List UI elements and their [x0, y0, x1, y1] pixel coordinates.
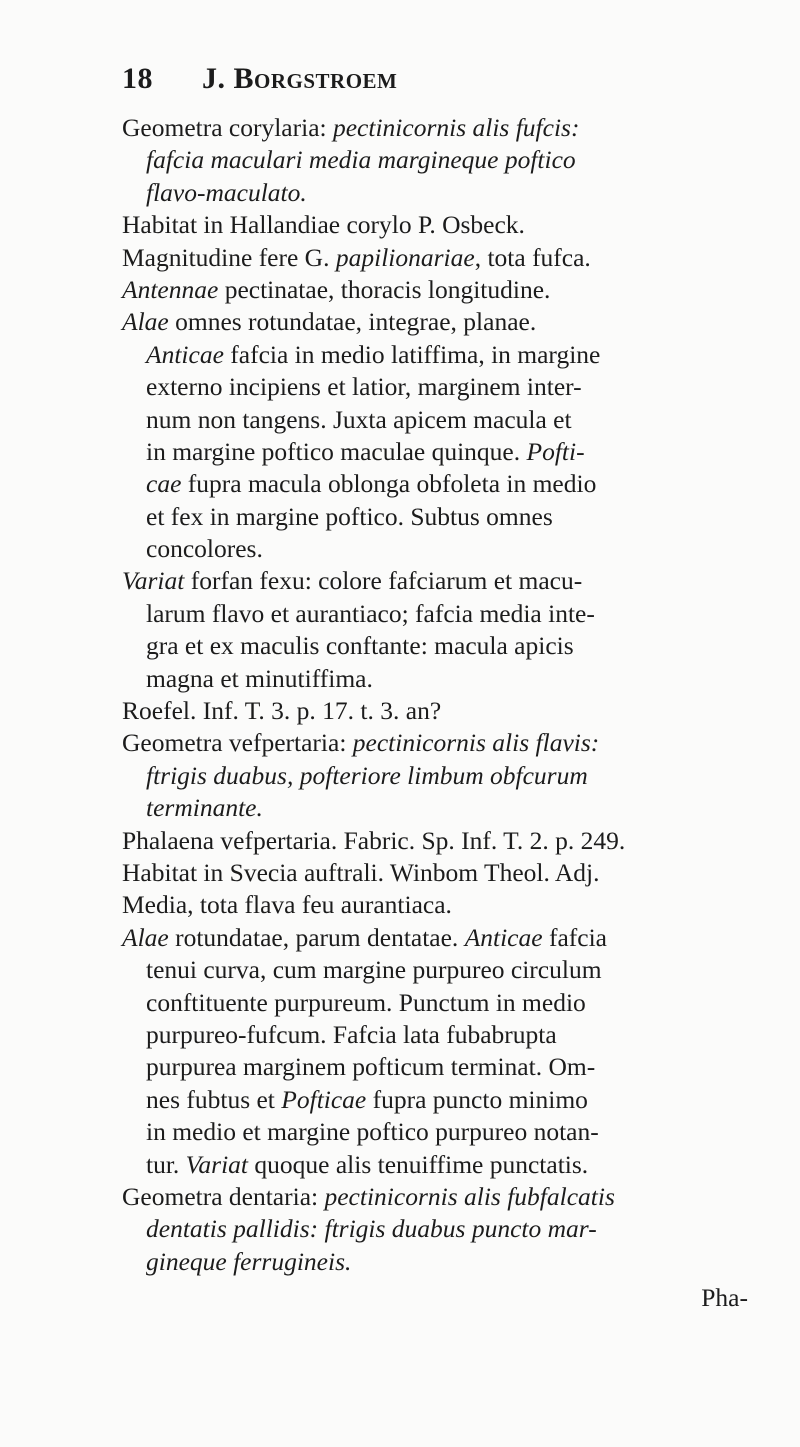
- text-run: tur.: [146, 1149, 186, 1179]
- text-line: [122, 565, 782, 597]
- italic-text-run: pectinicornis alis flavis:: [352, 728, 600, 758]
- text-line: [122, 1019, 782, 1051]
- text-run: num non tangens. Juxta apicem macula et: [146, 404, 572, 434]
- text-line: [122, 468, 782, 500]
- italic-text-run: papilionariae: [335, 242, 475, 272]
- text-run: fupra puncto minimo: [366, 1084, 588, 1114]
- text-line: [122, 209, 782, 241]
- text-line: [122, 825, 782, 857]
- italic-text-run: cae: [146, 469, 182, 499]
- text-run: Media, tota flava feu aurantiaca.: [122, 890, 452, 920]
- text-run: Geometra vefpertaria:: [122, 728, 353, 758]
- text-run: gra et ex maculis conftante: macula apicis: [146, 631, 574, 661]
- italic-text-run: dentatis pallidis: ftrigis duabus puncto mar-: [146, 1214, 597, 1244]
- text-line: [122, 857, 782, 889]
- text-run: rotundatae, parum dentatae.: [168, 922, 465, 952]
- text-line: [122, 987, 782, 1019]
- text-run: Phalaena vefpertaria. Fabric. Sp. Inf. T. 2. p. 249.: [122, 825, 626, 855]
- text-run: conftituente purpureum. Punctum in medio: [146, 987, 586, 1017]
- italic-text-run: pectinicornis alis fufcis:: [332, 113, 580, 142]
- text-line: [122, 727, 782, 759]
- page-body: [122, 112, 782, 1314]
- text-run: nes fubtus et: [146, 1084, 282, 1114]
- italic-text-run: Pofti-: [526, 436, 585, 466]
- text-line: [122, 112, 782, 144]
- italic-text-run: pectinicornis alis fubfalcatis: [324, 1181, 615, 1211]
- text-line: [122, 1116, 782, 1148]
- text-run: forfan fexu: colore fafciarum et macu-: [184, 566, 583, 596]
- text-line: [122, 889, 782, 921]
- text-run: magna et minutiffima.: [146, 663, 373, 693]
- text-line: [122, 1149, 782, 1181]
- text-line: [122, 954, 782, 986]
- text-line: [122, 339, 782, 371]
- italic-text-run: Antennae: [122, 274, 219, 304]
- text-run: Habitat in Svecia auftrali. Winbom Theol. Adj.: [122, 857, 600, 887]
- italic-text-run: Alae: [122, 307, 169, 337]
- text-line: [122, 1051, 782, 1083]
- italic-text-run: Variat: [122, 566, 185, 596]
- text-run: concolores.: [146, 534, 263, 564]
- text-run: quoque alis tenuiffime punctatis.: [248, 1149, 589, 1179]
- text-line: [122, 371, 782, 403]
- text-run: in margine poftico maculae quinque.: [146, 436, 527, 466]
- text-run: et fex in margine poftico. Subtus omnes: [146, 501, 553, 531]
- text-line: [122, 695, 782, 727]
- italic-text-run: terminante.: [146, 793, 263, 823]
- text-line: [122, 922, 782, 954]
- text-run: purpureo-fufcum. Fafcia lata fubabrupta: [146, 1019, 557, 1049]
- text-line: [122, 760, 782, 792]
- text-line: [122, 436, 782, 468]
- running-title: J. Borgstroem: [202, 62, 398, 95]
- text-run: fafcia in medio latiffima, in margine: [223, 339, 601, 369]
- text-run: omnes rotundatae, integrae, planae.: [168, 307, 537, 337]
- text-run: fupra macula oblonga obfoleta in medio: [181, 469, 597, 499]
- italic-text-run: Anticae: [464, 922, 543, 952]
- text-line: [122, 1181, 782, 1213]
- text-run: purpurea marginem pofticum terminat. Om-: [146, 1052, 596, 1082]
- page-number: 18: [122, 62, 153, 95]
- italic-text-run: gineque ferrugineis.: [146, 1246, 352, 1276]
- text-line: [122, 144, 782, 176]
- italic-text-run: flavo-maculato.: [146, 177, 307, 207]
- italic-text-run: Anticae: [146, 339, 224, 369]
- text-run: , tota fufca.: [474, 242, 591, 272]
- italic-text-run: Variat: [185, 1149, 249, 1179]
- text-line: [122, 1084, 782, 1116]
- text-line: [122, 792, 782, 824]
- text-run: in medio et margine poftico purpureo notan-: [146, 1117, 599, 1147]
- text-line: [122, 1246, 782, 1278]
- text-run: Geometra corylaria:: [122, 113, 333, 142]
- text-run: larum flavo et aurantiaco; fafcia media inte-: [146, 598, 595, 628]
- text-line: [122, 630, 782, 662]
- text-line: [122, 663, 782, 695]
- text-run: fafcia: [542, 922, 607, 952]
- text-run: pectinatae, thoracis longitudine.: [218, 274, 551, 304]
- italic-text-run: Pofticae: [281, 1084, 367, 1114]
- text-run: Geometra dentaria:: [122, 1181, 325, 1211]
- text-run: externo incipiens et latior, marginem inter-: [146, 372, 582, 402]
- text-run: Roefel. Inf. T. 3. p. 17. t. 3. an?: [122, 696, 442, 726]
- text-run: tenui curva, cum margine purpureo circulum: [146, 955, 602, 985]
- text-line: [122, 177, 782, 209]
- italic-text-run: ftrigis duabus, pofteriore limbum obfcurum: [146, 760, 588, 790]
- italic-text-run: fafcia maculari media margineque poftico: [146, 145, 576, 175]
- text-line: [122, 501, 782, 533]
- text-line: [122, 274, 782, 306]
- text-run: Habitat in Hallandiae corylo P. Osbeck.: [122, 210, 525, 240]
- text-line: [122, 242, 782, 274]
- text-line: [122, 306, 782, 338]
- text-line: [122, 404, 782, 436]
- catchword: Pha-: [701, 1283, 748, 1313]
- text-line: [122, 1213, 782, 1245]
- text-line: [122, 598, 782, 630]
- text-line: [122, 533, 782, 565]
- italic-text-run: Alae: [122, 922, 169, 952]
- text-run: Magnitudine fere G.: [122, 242, 336, 272]
